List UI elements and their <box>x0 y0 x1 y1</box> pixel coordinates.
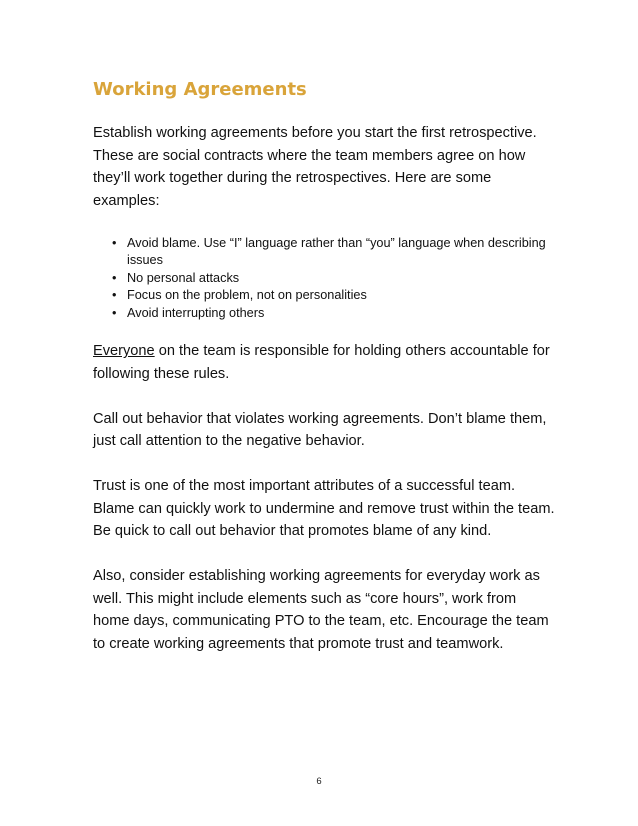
list-item <box>112 235 555 270</box>
list-item <box>112 287 555 305</box>
list-item-text: Avoid blame. Use “I” language rather than “you” language when describing issues <box>127 235 546 268</box>
page-number: 6 <box>316 776 322 787</box>
list-item-text: No personal attacks <box>127 270 240 285</box>
everyday-paragraph: Also, consider establishing working agreements for everyday work as well. This might include elements such as “core hours”, work from home days, communicating PTO to the team, etc. Encourage the team to create working agreements that promote trust and teamwork. <box>93 568 549 652</box>
list-item <box>112 305 555 323</box>
bullet-icon: • <box>112 288 117 303</box>
emphasis-word: Everyone <box>93 343 155 360</box>
accountability-text: on the team is responsible for holding others accountable for following these rules. <box>93 343 550 382</box>
list-item <box>112 270 555 288</box>
list-item-text: Focus on the problem, not on personalities <box>127 288 367 303</box>
section-body <box>93 122 555 678</box>
examples-list <box>93 235 555 323</box>
accountability-paragraph <box>93 340 555 385</box>
trust-paragraph: Trust is one of the most important attributes of a successful team. Blame can quickly work to undermine and remove trust within the team. Be quick to call out behavior that promotes blame of any kind. <box>93 478 555 540</box>
bullet-icon: • <box>112 305 117 320</box>
call-out-paragraph: Call out behavior that violates working agreements. Don’t blame them, just call attention to the negative behavior. <box>93 410 547 450</box>
section-heading: Working Agreements <box>93 79 307 100</box>
list-item-text: Avoid interrupting others <box>127 305 265 320</box>
bullet-icon: • <box>112 235 117 250</box>
intro-paragraph: Establish working agreements before you start the first retrospective. These are social contracts where the team members agree on how they’ll work together during the retrospectives. Here are some examples: <box>93 125 537 209</box>
bullet-icon: • <box>112 270 117 285</box>
